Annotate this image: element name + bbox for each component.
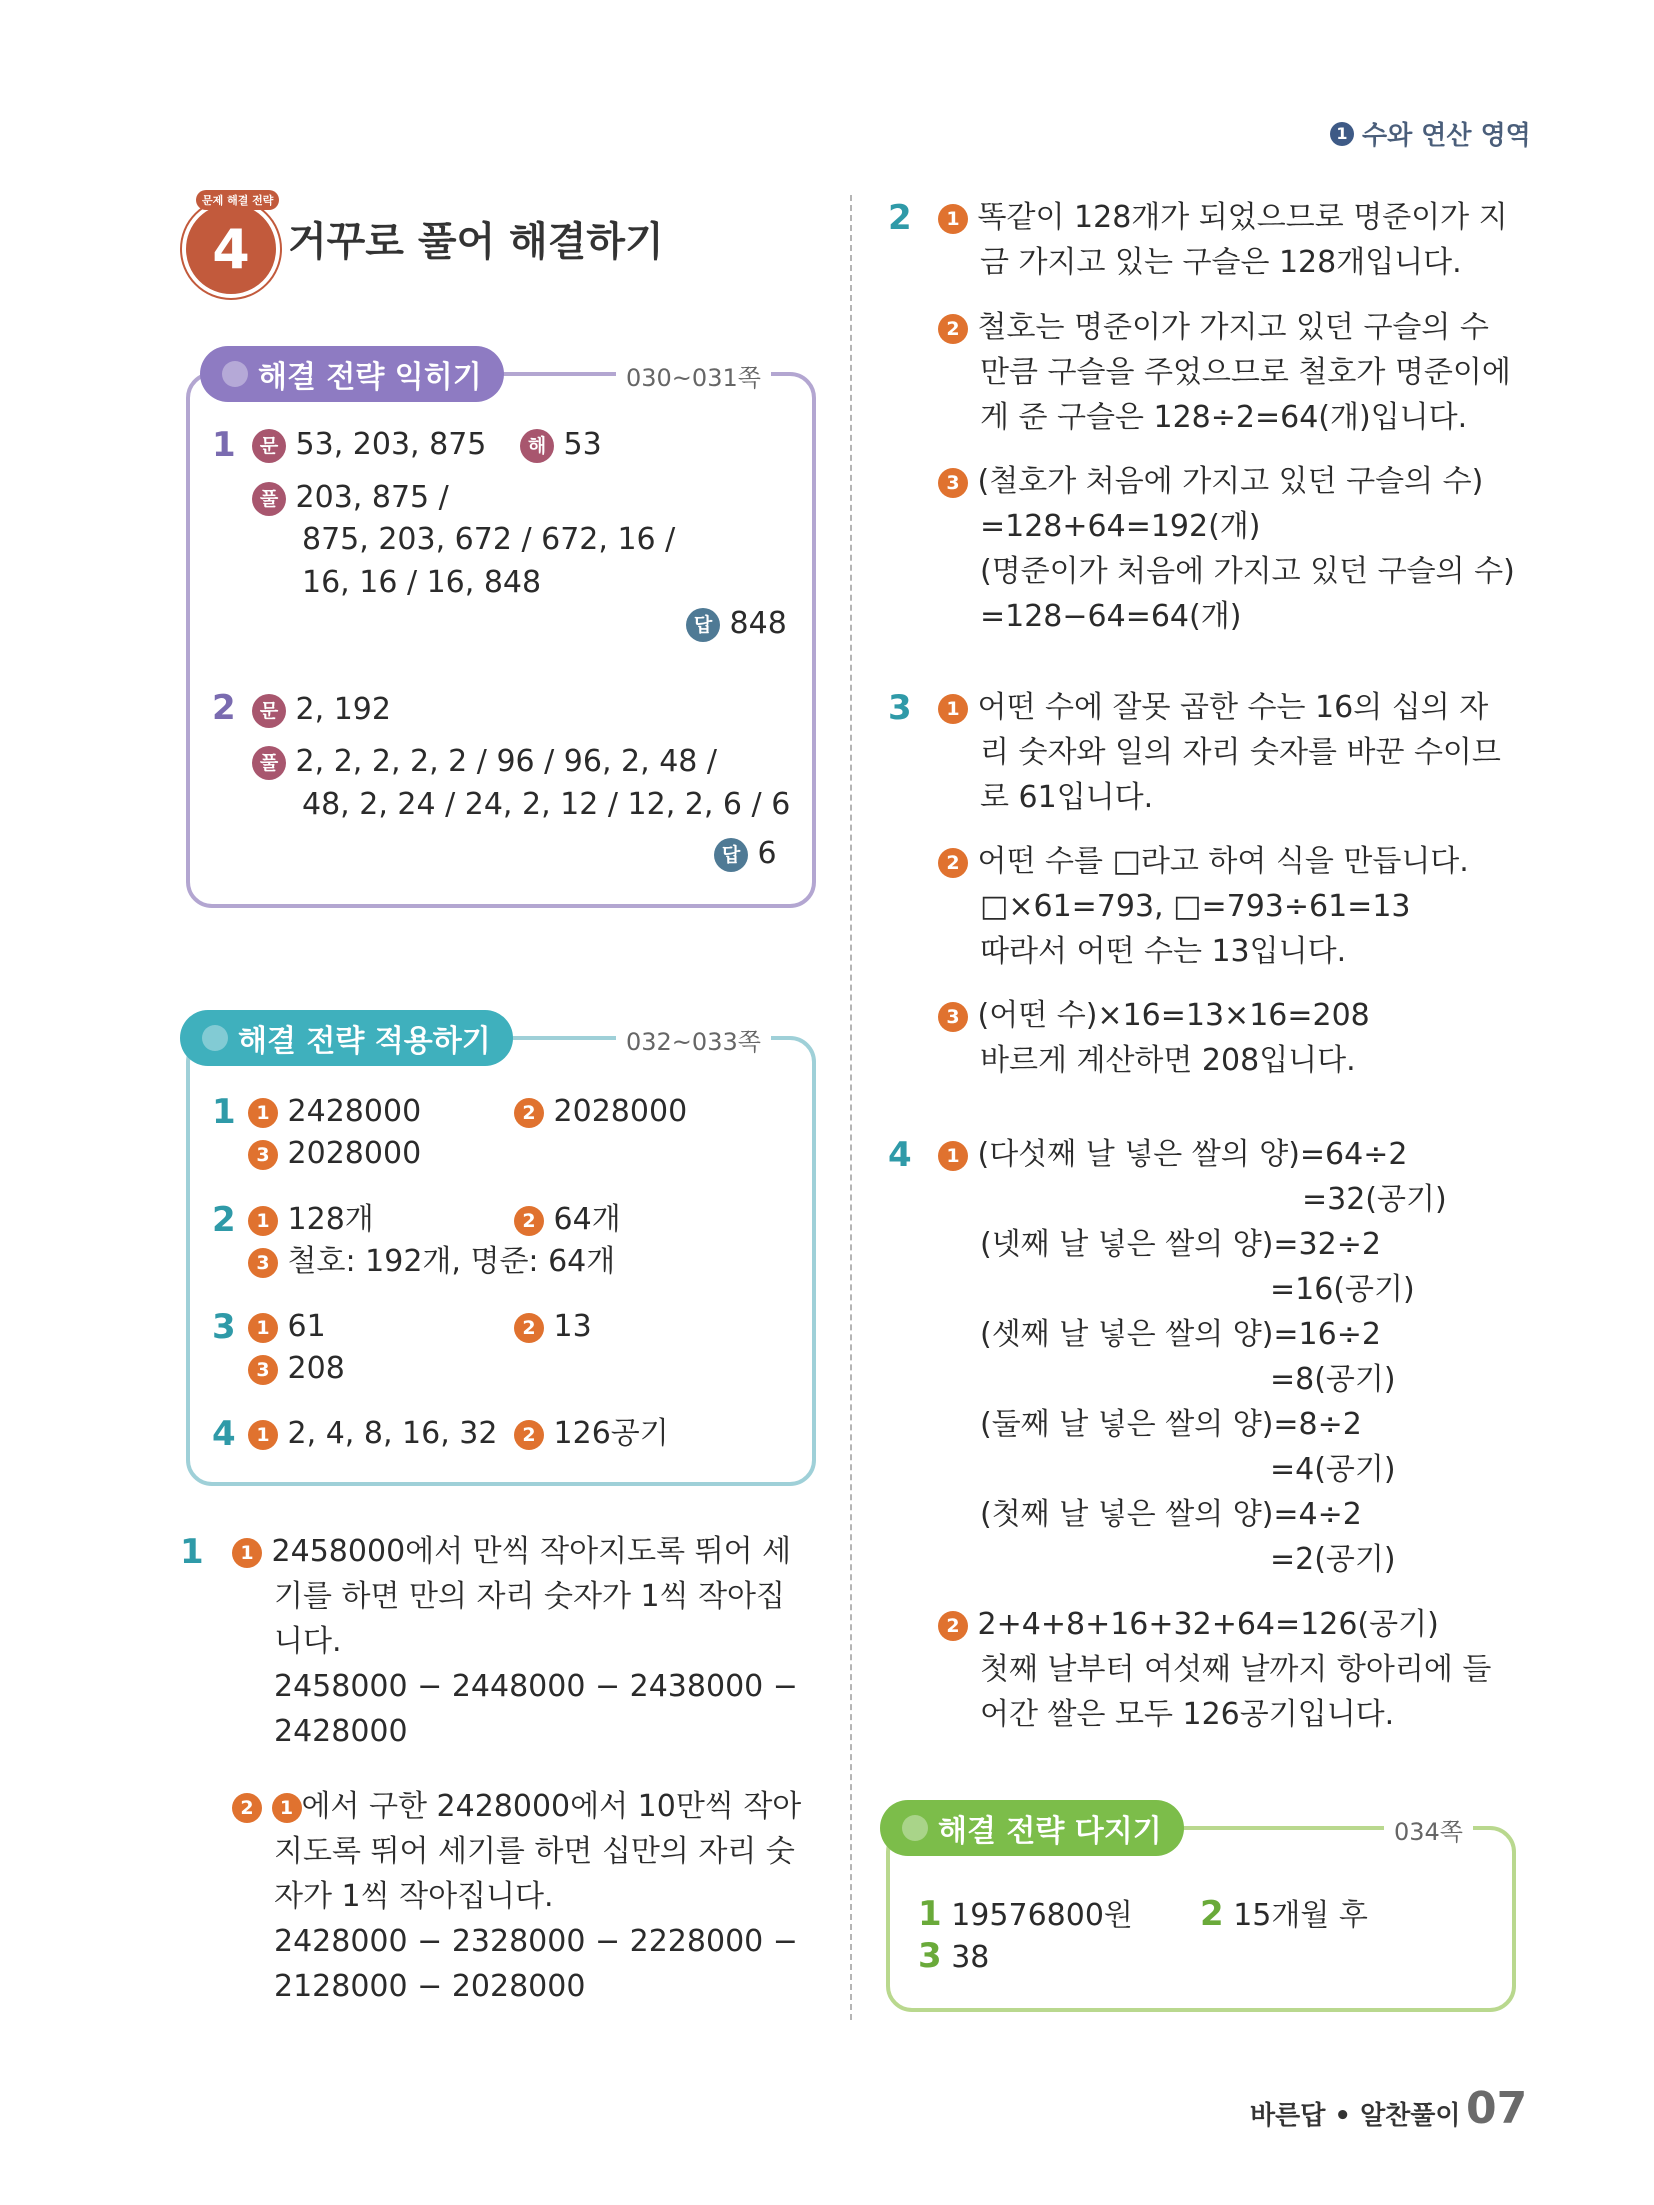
tag-number: 1 (1330, 122, 1354, 146)
number-3-icon: 3 (248, 1140, 278, 1170)
step-line: =4(공기) (1270, 1452, 1396, 1487)
step-line: =128+64=192(개) (980, 509, 1261, 544)
step-line: =128−64=64(개) (980, 599, 1242, 634)
step-line: 니다. (274, 1624, 342, 1659)
step-line: 바르게 계산하면 208입니다. (980, 1043, 1356, 1078)
hae-icon: 해 (520, 429, 554, 463)
step-line: 3 (철호가 처음에 가지고 있던 구슬의 수) (938, 460, 1483, 504)
step-line: 어간 쌀은 모두 126공기입니다. (980, 1697, 1395, 1732)
number-2-icon: 2 (232, 1793, 262, 1823)
dap-icon: 답 (686, 608, 720, 642)
leaf-icon (222, 361, 248, 387)
section-tag (1330, 115, 1531, 152)
step-line: (명준이가 처음에 가지고 있던 구슬의 수) (980, 554, 1515, 589)
number-1-icon: 1 (248, 1313, 278, 1343)
question-number: 2 (212, 1200, 236, 1240)
step-line: 자가 1씩 작아집니다. (274, 1879, 554, 1914)
step-line: 로 61입니다. (980, 780, 1154, 815)
question-number: 3 (212, 1307, 236, 1347)
step-line: 1 어떤 수에 잘못 곱한 수는 16의 십의 자 (938, 686, 1488, 730)
number-3-icon: 3 (248, 1355, 278, 1385)
page-ref: 034쪽 (1384, 1812, 1473, 1847)
answer-line: 3 208 (248, 1347, 345, 1391)
page-ref: 030~031쪽 (616, 358, 771, 393)
final-answer: 답 6 (714, 832, 777, 876)
pul-icon: 풀 (252, 746, 286, 780)
final-answer: 답 848 (686, 602, 787, 646)
step-line: 따라서 어떤 수는 13입니다. (980, 934, 1347, 969)
answer-line: 1 61 (248, 1305, 326, 1349)
step-line: 2 철호는 명준이가 가지고 있던 구슬의 수 (938, 306, 1489, 350)
answer-line: 2 13 (514, 1305, 592, 1349)
mun-icon: 문 (252, 429, 286, 463)
character-icon (902, 1815, 928, 1841)
step-line: =16(공기) (1270, 1272, 1415, 1307)
step-line: =32(공기) (1302, 1182, 1447, 1217)
answer-line: 해 53 (520, 423, 602, 467)
answer-line: 풀 2, 2, 2, 2, 2 / 96 / 96, 2, 48 / (252, 740, 717, 784)
step-line: (셋째 날 넣은 쌀의 양)=16÷2 (980, 1317, 1381, 1352)
strategy-apply-pill: 해결 전략 적용하기 (180, 1010, 513, 1066)
answer-line: 1 2428000 (248, 1090, 421, 1134)
number-1-icon: 1 (248, 1420, 278, 1450)
section-number-badge (182, 194, 280, 298)
step-line: 1 2458000에서 만씩 작아지도록 뛰어 세 (232, 1530, 791, 1574)
question-number: 1 (180, 1532, 204, 1572)
number-2-icon: 2 (938, 848, 968, 878)
number-1-icon: 1 (272, 1793, 302, 1823)
pul-icon: 풀 (252, 482, 286, 516)
answer-line: 2 2028000 (514, 1090, 687, 1134)
step-line: =2(공기) (1270, 1542, 1396, 1577)
step-line: 만큼 구슬을 주었으므로 철호가 명준이에 (980, 355, 1511, 390)
sequence-line: 2428000 (274, 1714, 408, 1749)
answer-line: 풀 203, 875 / (252, 476, 449, 520)
number-3-icon: 3 (938, 468, 968, 498)
strategy-master-pill: 해결 전략 다지기 (880, 1800, 1184, 1856)
step-line: 금 가지고 있는 구슬은 128개입니다. (980, 245, 1462, 280)
number-2-icon: 2 (514, 1420, 544, 1450)
tag-text: 수와 연산 영역 (1362, 121, 1531, 151)
step-line: (넷째 날 넣은 쌀의 양)=32÷2 (980, 1227, 1381, 1262)
step-line: 리 숫자와 일의 자리 숫자를 바꾼 수이므 (980, 735, 1501, 770)
number-1-icon: 1 (938, 1141, 968, 1171)
step-line: 2 1 에서 구한 2428000에서 10만씩 작아 (232, 1785, 801, 1829)
answer-line: 3 2028000 (248, 1132, 421, 1176)
step-line: 1 (다섯째 날 넣은 쌀의 양)=64÷2 (938, 1133, 1407, 1177)
number-1-icon: 1 (232, 1538, 262, 1568)
sequence-line: 2128000 − 2028000 (274, 1969, 586, 2004)
mun-icon: 문 (252, 694, 286, 728)
character-icon (202, 1025, 228, 1051)
answer-line: 문 2, 192 (252, 688, 391, 732)
number-1-icon: 1 (938, 694, 968, 724)
question-number: 3 (888, 688, 912, 728)
strategy-learn-pill: 해결 전략 익히기 (200, 346, 504, 402)
step-line: □×61=793, □=793÷61=13 (980, 889, 1411, 924)
column-divider (850, 195, 852, 2020)
answer-line: 1 19576800원 (918, 1894, 1133, 1934)
page-number: 07 (1466, 2083, 1528, 2134)
question-number: 2 (212, 688, 236, 728)
section-number: 4 (212, 217, 250, 281)
step-line: 1 똑같이 128개가 되었으므로 명준이가 지 (938, 196, 1508, 240)
answer-line: 1 2, 4, 8, 16, 32 (248, 1412, 497, 1456)
step-line: 지도록 뛰어 세기를 하면 십만의 자리 숫 (274, 1834, 795, 1869)
answer-line: 875, 203, 672 / 672, 16 / (302, 522, 676, 557)
dap-icon: 답 (714, 838, 748, 872)
number-1-icon: 1 (248, 1098, 278, 1128)
question-number: 1 (212, 425, 236, 465)
question-number: 4 (888, 1135, 912, 1175)
number-2-icon: 2 (514, 1206, 544, 1236)
number-2-icon: 2 (514, 1313, 544, 1343)
sequence-line: 2458000 − 2448000 − 2438000 − (274, 1669, 798, 1704)
step-line: 기를 하면 만의 자리 숫자가 1씩 작아집 (274, 1579, 786, 1614)
question-number: 2 (888, 198, 912, 238)
page-ref: 032~033쪽 (616, 1022, 771, 1057)
step-line: 2 어떤 수를 □라고 하여 식을 만듭니다. (938, 840, 1469, 884)
number-3-icon: 3 (248, 1248, 278, 1278)
sequence-line: 2428000 − 2328000 − 2228000 − (274, 1924, 798, 1959)
number-1-icon: 1 (938, 204, 968, 234)
number-2-icon: 2 (514, 1098, 544, 1128)
step-line: 3 (어떤 수)×16=13×16=208 (938, 994, 1370, 1038)
step-line: 첫째 날부터 여섯째 날까지 항아리에 들 (980, 1652, 1492, 1687)
section-title: 거꾸로 풀어 해결하기 (288, 219, 664, 265)
number-3-icon: 3 (938, 1002, 968, 1032)
question-number: 4 (212, 1414, 236, 1454)
answer-line: 문 53, 203, 875 (252, 423, 486, 467)
step-line: (둘째 날 넣은 쌀의 양)=8÷2 (980, 1407, 1362, 1442)
number-2-icon: 2 (938, 314, 968, 344)
question-number: 1 (212, 1092, 236, 1132)
step-line: (첫째 날 넣은 쌀의 양)=4÷2 (980, 1497, 1362, 1532)
footer-text: 바른답 • 알찬풀이 (1250, 2101, 1461, 2131)
answer-line: 2 126공기 (514, 1412, 669, 1456)
step-line: 게 준 구슬은 128÷2=64(개)입니다. (980, 400, 1468, 435)
step-line: 2 2+4+8+16+32+64=126(공기) (938, 1603, 1439, 1647)
answer-line: 3 철호: 192개, 명준: 64개 (248, 1240, 615, 1284)
step-line: =8(공기) (1270, 1362, 1396, 1397)
answer-line: 2 15개월 후 (1200, 1894, 1368, 1934)
section-mini-label: 문제 해결 전략 (196, 190, 279, 210)
number-1-icon: 1 (248, 1206, 278, 1236)
answer-line: 1 128개 (248, 1198, 374, 1242)
answer-line: 2 64개 (514, 1198, 621, 1242)
answer-line: 16, 16 / 16, 848 (302, 565, 542, 600)
answer-line: 3 38 (918, 1936, 990, 1976)
answer-line: 48, 2, 24 / 24, 2, 12 / 12, 2, 6 / 6 (302, 787, 791, 822)
number-2-icon: 2 (938, 1611, 968, 1641)
